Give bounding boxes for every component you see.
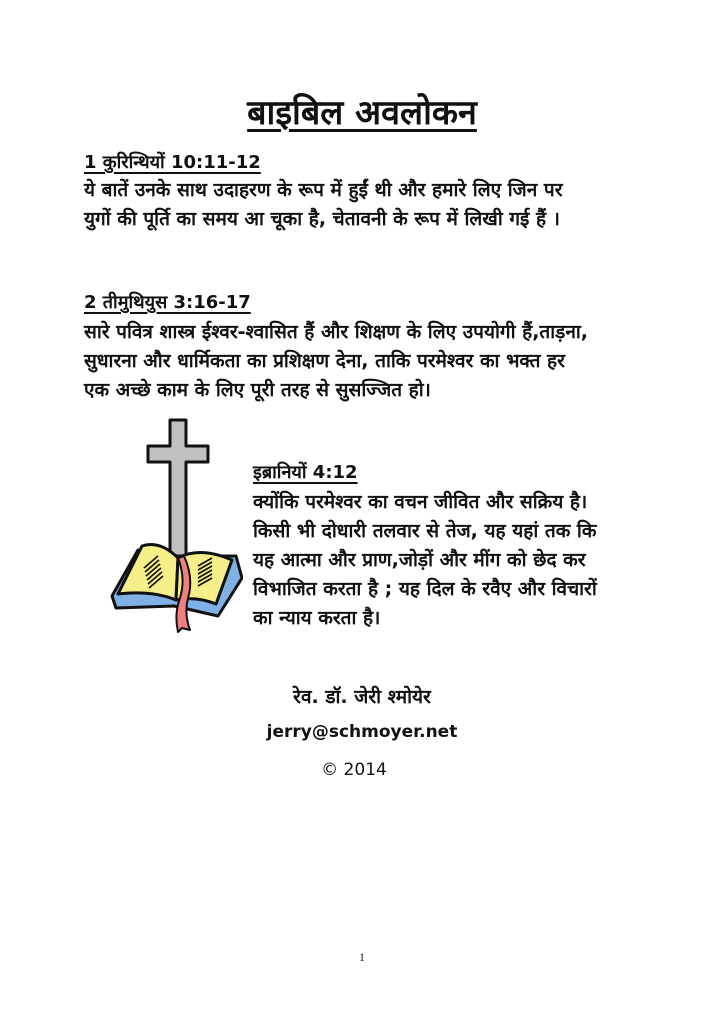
body-line: सारे पवित्र शास्त्र ईश्वर-श्वासित हैं और शिक्षण के लिए उपयोगी हैं,ताड़ना,: [84, 321, 589, 343]
body-line: किसी भी दोधारी तलवार से तेज, यह यहां तक कि: [253, 520, 597, 542]
body-line: विभाजित करता है ; यह दिल के रवैए और विचारों: [253, 578, 597, 600]
cross-and-bible-illustration: [108, 418, 243, 633]
section-reference-1: 1 कुरिन्थियों 10:11-12: [84, 152, 261, 173]
body-line: एक अच्छे काम के लिए पूरी तरह से सुसज्जित हो।: [84, 379, 431, 401]
author-email[interactable]: jerry@schmoyer.net: [266, 722, 458, 742]
body-line: युगों की पूर्ति का समय आ चूका है, चेतावनी के रूप में लिखी गई हैं ।: [84, 208, 560, 230]
cross-and-open-bible-icon: [108, 418, 243, 633]
body-line: सुधारना और धार्मिकता का प्रशिक्षण देना, ताकि परमेश्वर का भक्त हर: [84, 350, 565, 372]
section-body-3: [253, 488, 597, 633]
section-body-2: [84, 318, 588, 405]
section-reference-2: 2 तीमुथियुस 3:16-17: [84, 292, 251, 313]
section-body-1: [84, 176, 562, 234]
page-number: 1: [359, 950, 365, 964]
body-line: का न्याय करता है।: [253, 607, 381, 629]
author-name: रेव. डॉ. जेरी श्मोयेर: [293, 686, 431, 708]
section-reference-3: इब्रानियों 4:12: [253, 462, 358, 483]
body-line: ये बातें उनके साथ उदाहरण के रूप में हुईं थी और हमारे लिए जिन पर: [84, 179, 563, 201]
body-line: क्योंकि परमेश्वर का वचन जीवित और सक्रिय है।: [253, 491, 588, 513]
title-text: बाइबिल अवलोकन: [247, 93, 477, 133]
copyright-notice: © 2014: [321, 760, 387, 780]
body-line: यह आत्मा और प्राण,जोड़ों और मींग को छेद कर: [253, 549, 586, 571]
document-title: [0, 88, 724, 134]
